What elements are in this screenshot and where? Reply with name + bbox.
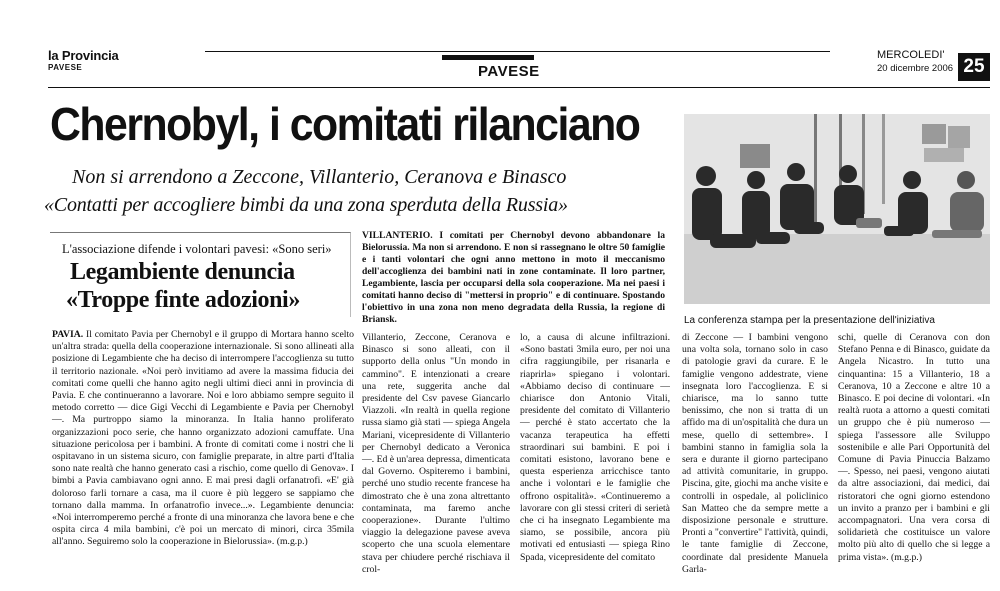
intro-text: I comitati per Chernobyl devono abbandonare la Bielorussia. Ma non si arrendono. E non si rassegnano le oltre 50 famiglie e i tanti volontari che ogni anno mettono in moto il meccanismo dell'accoglienza dei bambini nati in zone contaminate. Il loro partner, Legambiente, lascia per occuparsi della sola cooperazione. Ma nei paesi i comitati hanno deciso di "mettersi in proprio" e di continuare. Spostando l'obiettivo in una zona non meno degradata della Russia, la regione di Briansk. — [362, 230, 665, 325]
header-rule — [48, 87, 990, 88]
issue-date: 20 dicembre 2006 — [877, 63, 954, 74]
article-intro — [362, 230, 665, 325]
sidebar-headline-2: «Troppe finte adozioni» — [66, 287, 300, 313]
masthead-divider — [205, 51, 830, 52]
photo-illustration — [684, 114, 990, 304]
newspaper-edition: PAVESE — [48, 63, 83, 72]
sidebar-headline-1: Legambiente denuncia — [70, 259, 295, 285]
intro-dateline: VILLANTERIO. — [362, 230, 433, 241]
article-subhead-2: «Contatti per accogliere bimbi da una zona sperduta della Russia» — [44, 194, 568, 216]
newspaper-brand: la Provincia — [48, 48, 119, 63]
page-number: 25 — [958, 53, 990, 81]
sidebar-dateline: PAVIA. — [52, 329, 84, 340]
sidebar-text: Il comitato Pavia per Chernobyl e il gruppo di Mortara hanno scelto un'altra strada: quella della cooperazione internazionale. Si sono allineati alla posizione di Legambiente che ha deciso di interrompere l'accoglienza su tutto il territorio nazionale. «Noi però invitiamo ad avere la massima fiducia dei comitati come quelli che hanno agito negli ultimi dieci anni in provincia di Pavia. E che continueranno a lavorare. Noi e loro abbiamo sempre seguito il metodo corretto — dice Gigi Vecchi di Legambiente e Pavia per Chernobyl —. Ma purtroppo siamo la minoranza. In Italia hanno proliferato organizzazioni poco serie, che hanno organizzato adozioni camuffate. Una situazione pericolosa per i bambini. A fronte di comitati come i nostri che li ospitavano in un sistema sicuro, con famiglie preparate, in altre parti d'Italia sono nate realtà che hanno generato casi a rischio, come quello di Genova». I bimbi a Pavia cambiavano ogni anno. E mai presi dagli orfanatrofi. «E' già doloroso farli tornare a casa, ma il cuore è più leggero se sappiamo che tornano dalla mamma. In orfanatrofio invece...». Legambiente denuncia: «Noi interromperemo perché a fronte di una minoranza che lavora bene e che ospita circa 4 mila bambini, c'è poi un mercato di minori, circa 35mila all'anno. Seguiremo solo la cooperazione in Bielorussia». (m.g.p.) — [52, 329, 354, 548]
sidebar-kicker: L'associazione difende i volontari pavesi: «Sono seri» — [62, 242, 332, 256]
article-column-1: Villanterio, Zeccone, Ceranova e Binasco si sono alleati, con il supporto della onlus "Un mondo in cammino". E intenzionati a creare una rete, suggerita anche dal presidente del Csv pavese Giancarlo Viazzoli. «In realtà in quella regione russa siamo già stati — spiega Angela Mariani, vicepresidente di Villanterio per Chernobyl dedicato a Veronica —. Ed è un'area depressa, dimenticata dal Governo. Ospiteremo i bambini, perché uno studio recente francese ha dimostrato che è una zona altrettanto contaminata, ma faremo anche cooperazione». Durante l'ultimo viaggio la delegazione pavese aveva scoperto che una scuola elementare stava per chiudere perché rischiava il crol- — [362, 332, 510, 575]
issue-day: MERCOLEDI' — [877, 49, 945, 61]
article-headline: Chernobyl, i comitati rilanciano — [50, 98, 640, 150]
section-bar — [442, 55, 534, 60]
sidebar-body — [52, 329, 354, 591]
photo-caption: La conferenza stampa per la presentazione dell'iniziativa — [684, 315, 935, 326]
article-column-2: lo, a causa di alcune infiltrazioni. «Sono bastati 3mila euro, per noi una cifra raggiungibile, per risanarla e riaprirla» spiegano i volontari. «Abbiamo deciso di continuare — chiarisce don Antonio Vitali, presidente del comitato di Villanterio — perché è stato accertato che la vacanza terapeutica ha effetti straordinari sui bambini. E poi i comitati esistono, lavorano bene e questa esperienza arricchisce tanto anche i volontari e le famiglie che offrono ospitalità». «Continueremo a lavorare con gli stessi criteri di serietà che ci ha insegnato Legambiente ma siamo, se possibile, ancora più motivati ed entusiasti — spiega Rino Spada, vicepresidente del comitato — [520, 332, 670, 563]
section-title: PAVESE — [478, 63, 540, 80]
press-conference-photo — [684, 114, 990, 304]
article-subhead-1: Non si arrendono a Zeccone, Villanterio, Ceranova e Binasco — [72, 166, 567, 188]
article-column-3: di Zeccone — I bambini vengono una volta sola, tornano solo in caso di patologie gravi da curare. E le famiglie vengono addestrate, viene insegnata loro l'accoglienza. E si chiarisce, ma lo sanno tutte benissimo, che non si tratta di un affido ma di un'ospitalità che dura un mese, quello di settembre». I bambini stanno in famiglia sola la sera e durante il giorno partecipano ad attività comunitarie, in gruppo. Piscina, gite, giochi ma anche visite e controlli in ospedale, al policlinico San Matteo che da sempre mette a disposizione personale e strutture. Pronti a "convertire" l'attività, quindi, le tante famiglie di Zeccone, coordinate dal presidente Manuela Garla- — [682, 332, 828, 575]
article-column-4: schi, quelle di Ceranova con don Stefano Penna e di Binasco, guidate da Angela Nicastro. In tutto una cinquantina: 15 a Villanterio, 18 a Ceranova, 10 a Zeccone e altre 10 a Binasco. E poi decine di volontari. «In realtà ruota a attorno a questi comitati un gruppo che è più numeroso — spiega l'assessore alle Sviluppo sostenibile e alle Pari Opportunità del Comune di Pavia Pinuccia Balzamo —. Spesso, nei paesi, vengono aiutati da altre associazioni, dai medici, dai ristoratori che ogni giorno estendono un invito a pranzo per i bambini e gli accompagnatori. Una vera corsa di solidarietà che costituisce un valore molto più alto di quello che si legge a prima vista». (m.g.p.) — [838, 332, 990, 563]
